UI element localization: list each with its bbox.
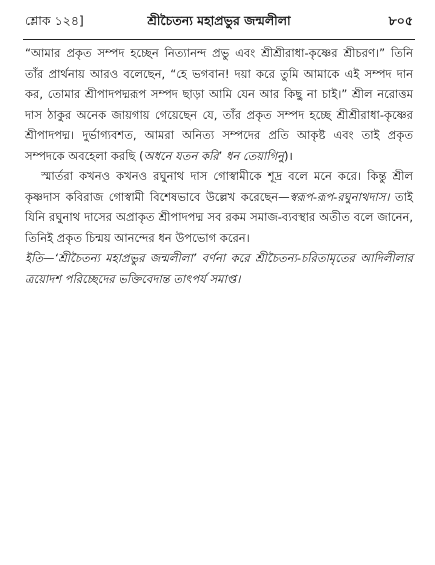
paragraph-1 [25,43,413,166]
quoted-phrase: ধন তেয়াগিনু [225,148,284,163]
chapter-title: শ্রীচৈতন্য মহাপ্রভুর জন্মলীলা [147,13,291,28]
running-header [25,9,413,33]
header-rule [23,39,415,40]
page-number: ৮০৫ [388,13,413,28]
text-segment: স্মার্তরা কখনও কখনও রঘুনাথ দাস গোস্বামীকে শূদ্র বলে মনে করে। কিন্তু শ্রীল কৃষ্ণদাস কবিরাজ গোস্বামী বিশেষভাবে উল্লেখ করেছেন— [25,169,413,204]
quoted-phrase: স্বরূপ-রূপ-রঘুনাথদাস। [289,189,390,204]
chapter-closing: ইতি—‘শ্রীচৈতন্য মহাপ্রভুর জন্মলীলা’ বর্ণনা করে শ্রীচৈতন্য-চরিতামৃতের আদিলীলার ত্রয়োদশ পরিচ্ছেদের ভক্তিবেদান্ত তাৎপর্য সমাপ্ত। [25,251,413,286]
text-segment: “আমার প্রকৃত সম্পদ হচ্ছেন নিত্যানন্দ প্রভু এবং শ্রীশ্রীরাধা-কৃষ্ণের শ্রীচরণ।” তিনি তাঁর প্রার্থনায় আরও বলেছেন, “হে ভগবান! দয়া করে তুমি আমাকে এই সম্পদ দান কর, তোমার শ্রীপাদপদ্মরূপ সম্পদ ছাড়া আমি যেন আর কিছু না চাই।” শ্রীল নরোত্তম দাস ঠাকুর অনেক জায়গায় গেয়েছেন যে, তাঁর প্রকৃত সম্পদ হচ্ছে শ্রীশ্রীরাধা-কৃষ্ণের শ্রীপাদপদ্ম। দুর্ভাগ্যবশত, আমরা অনিত্য সম্পদের প্রতি আকৃষ্ট এবং তাই প্রকৃত সম্পদকে অবহেলা করছি ( [25,46,413,163]
purport-body [25,43,413,289]
text-segment: তাই যিনি রঘুনাথ দাসের অপ্রাকৃত শ্রীপাদপদ্ম সব রকম সমাজ-ব্যবস্থার অতীত বলে জানেন, তিনিই প্রকৃত চিন্ময় আনন্দের ধন উপভোগ করেন। [25,189,413,245]
text-segment: )। [284,148,293,163]
verse-reference: শ্লোক ১২৪] [25,13,84,28]
paragraph-2 [25,166,413,248]
quoted-phrase: অধনে যতন করি [143,148,219,163]
text-segment: ’ [218,148,226,163]
